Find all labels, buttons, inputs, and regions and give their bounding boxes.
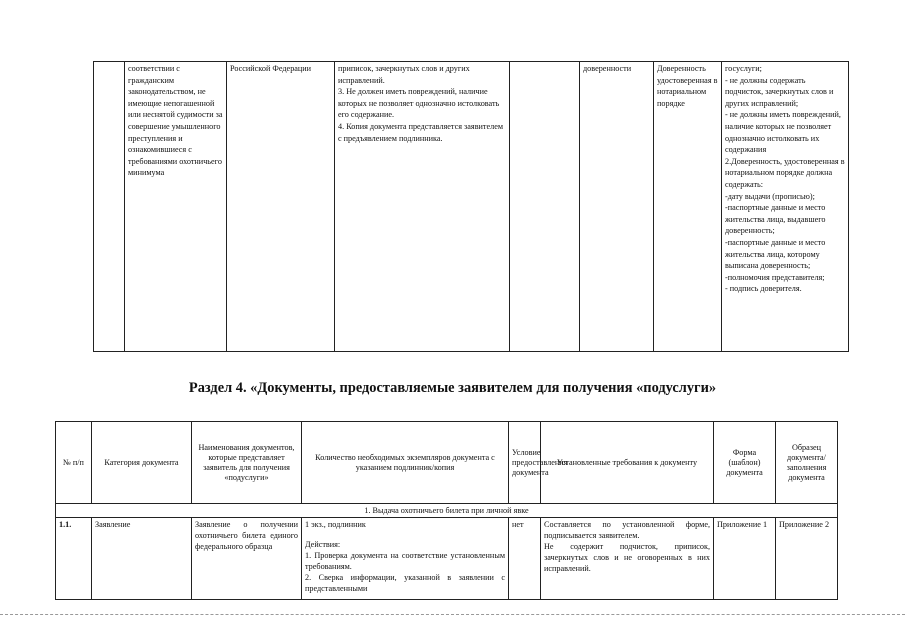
row-form: Приложение 1 — [714, 518, 776, 600]
row-quantity: 1 экз., подлинник Действия: 1. Проверка документа на соответствие установленным требованиям. 2. Сверка информации, указанной в заявлении с представленными — [302, 518, 509, 600]
cell-empty — [510, 62, 580, 352]
table-header-row — [56, 422, 838, 504]
row-num: 1.1. — [56, 518, 92, 600]
section-row-label: 1. Выдача охотничьего билета при личной явке — [56, 504, 838, 518]
header-form: Форма (шаблон) документа — [714, 422, 776, 504]
cell-applicant-category: соответствии с гражданским законодательством, не имеющие непогашенной или неснятой судимости за совершение умышленного преступления и ознакомившиеся с требованиями охотничьего минимума — [125, 62, 227, 352]
cell-citizenship: Российской Федерации — [227, 62, 335, 352]
row-requirements: Составляется по установленной форме, подписывается заявителем. Не содержит подчисток, приписок, зачеркнутых слов и не оговоренных в них исправлений. — [541, 518, 714, 600]
page-bottom-divider — [0, 614, 905, 616]
header-quantity: Количество необходимых экземпляров документа с указанием подлинник/копия — [302, 422, 509, 504]
header-document-names: Наименования документов, которые представляет заявитель для получения «подуслуги» — [192, 422, 302, 504]
header-sample: Образец документа/заполнения документа — [776, 422, 838, 504]
row-category: Заявление — [92, 518, 192, 600]
cell-proxy-requirements: госуслуги; - не должны содержать подчисток, зачеркнутых слов и других исправлений; - не должны иметь повреждений, наличие которых не позволяет однозначно истолковать их содержания 2.Доверенность, удостоверенная в нотариальном порядке должна содержать: -дату выдачи (прописью); -паспортные данные и место жительства лица, выдавшего доверенность; -паспортные данные и место жительства лица, которому выписана доверенность; -полномочия представителя; - подпись доверителя. — [722, 62, 849, 352]
documents-table — [55, 421, 838, 600]
row-condition: нет — [509, 518, 541, 600]
header-category: Категория документа — [92, 422, 192, 504]
cell-proxy-notarized: Доверенность удостоверенная в нотариальном порядке — [654, 62, 722, 352]
header-condition: Условие предоставления документа — [509, 422, 541, 504]
header-num: № п/п — [56, 422, 92, 504]
table-row — [94, 62, 849, 352]
row-sample: Приложение 2 — [776, 518, 838, 600]
cell-requirements-continuation: приписок, зачеркнутых слов и других исправлений. 3. Не должен иметь повреждений, наличие которых не позволяет однозначно истолковать его содержание. 4. Копия документа представляется заявителем с предъявлением подлинника. — [335, 62, 510, 352]
table-row — [56, 518, 838, 600]
row-document-name: Заявление о получении охотничьего билета единого федерального образца — [192, 518, 302, 600]
header-requirements: Установленные требования к документу — [541, 422, 714, 504]
cell-empty — [94, 62, 125, 352]
top-continuation-table — [93, 61, 849, 352]
cell-proxy-document: доверенности — [580, 62, 654, 352]
section-heading: Раздел 4. «Документы, предоставляемые заявителем для получения «подуслуги» — [188, 380, 717, 396]
section-row — [56, 504, 838, 518]
